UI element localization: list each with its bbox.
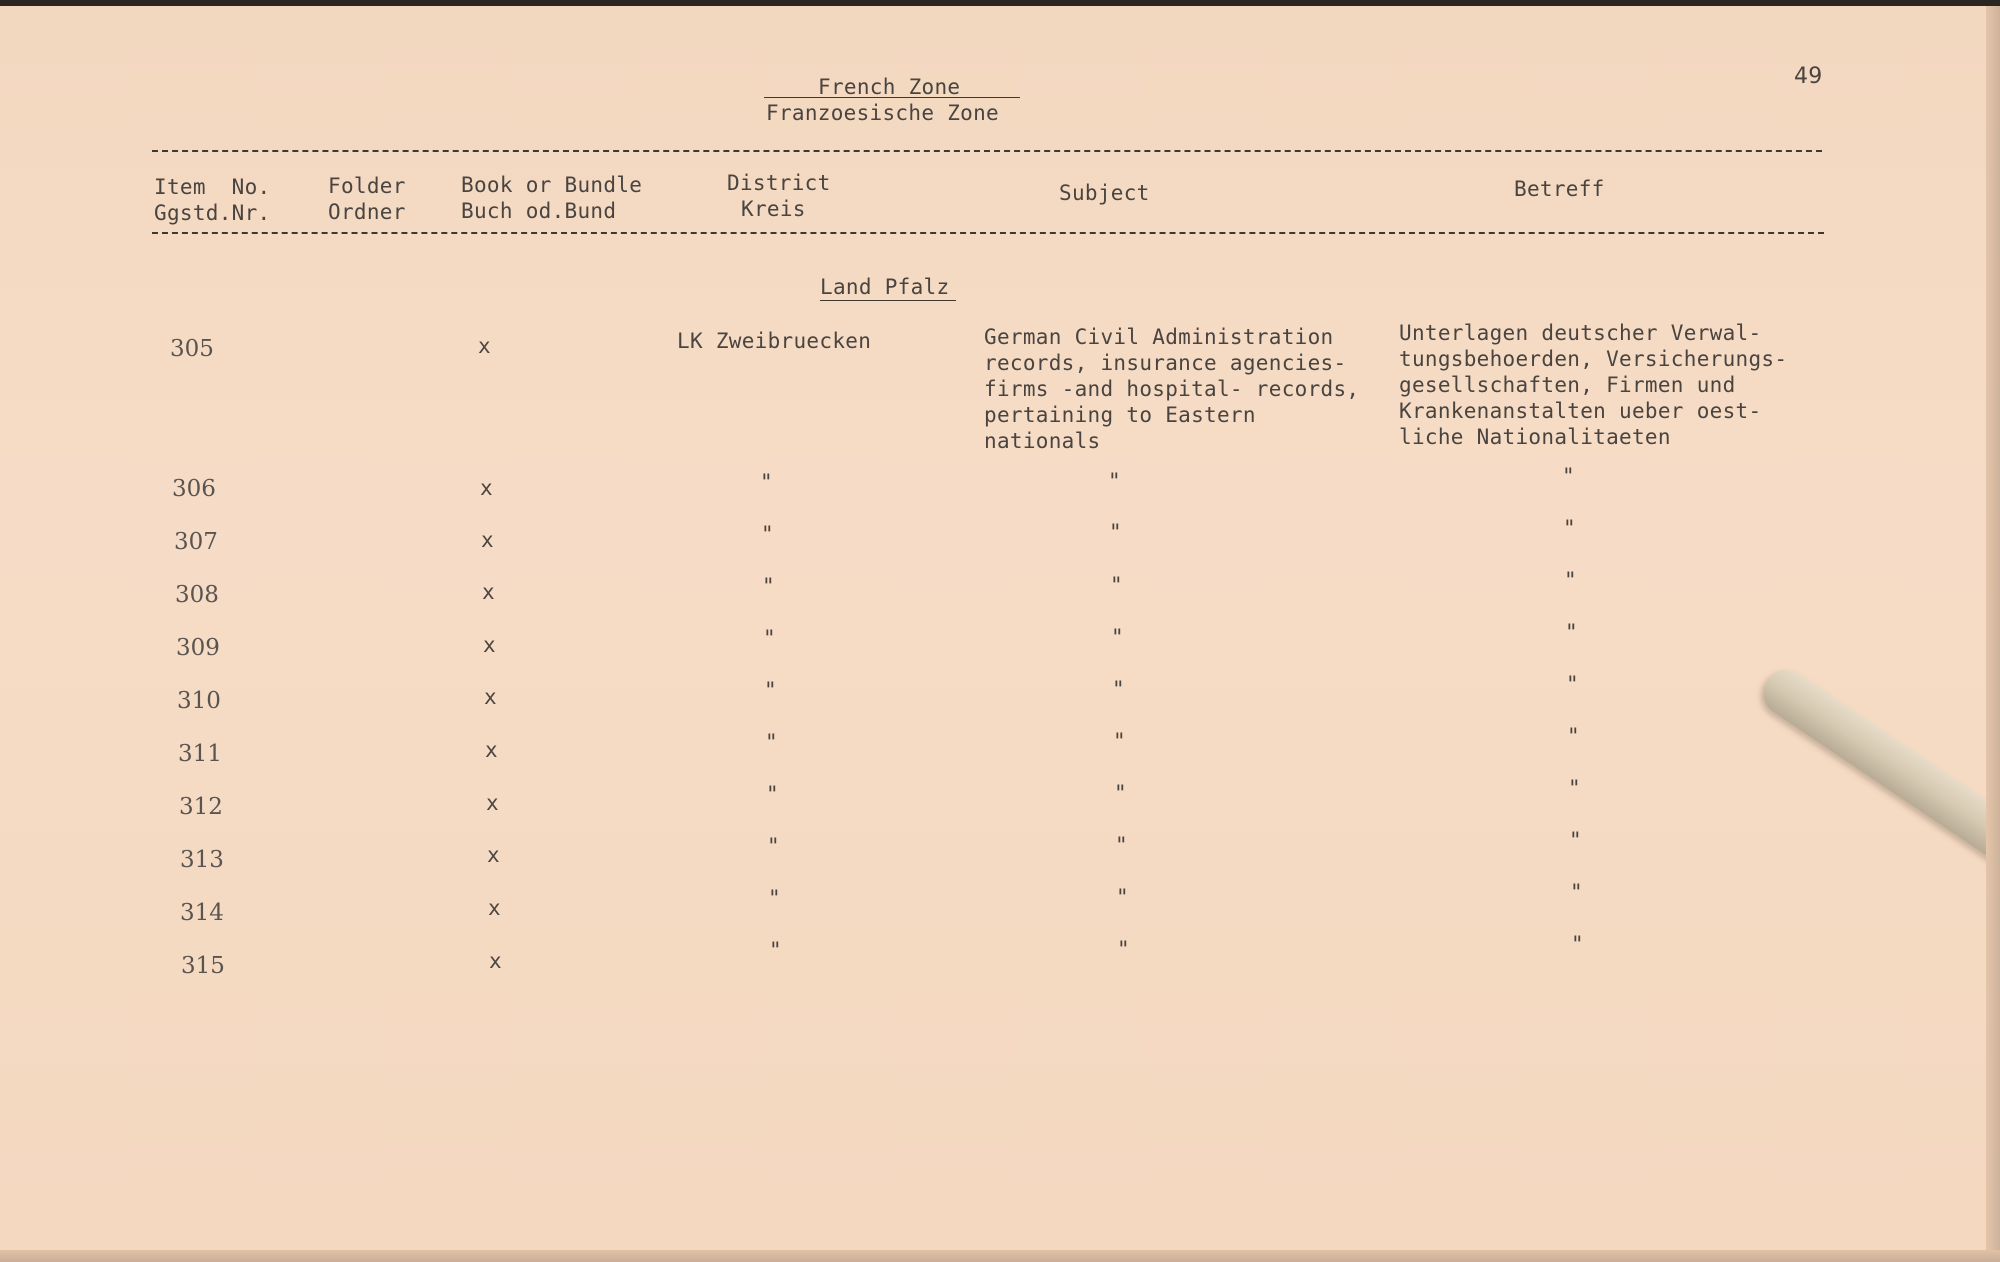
column-header-item-de: Ggstd.Nr.	[154, 201, 271, 225]
subject-ditto: "	[1113, 729, 1126, 753]
header-top-rule	[152, 150, 1822, 152]
zone-title-underline	[764, 97, 1020, 98]
subject-ditto: "	[1110, 573, 1123, 597]
subject-ditto: "	[1108, 469, 1121, 493]
subject-ditto: "	[1117, 937, 1130, 961]
book-mark: x	[487, 843, 500, 867]
district-ditto: "	[768, 886, 781, 910]
betreff-ditto: "	[1571, 932, 1584, 956]
subject-ditto: "	[1111, 625, 1124, 649]
page-edge-bottom	[0, 1250, 2000, 1262]
item-number: 314	[180, 900, 224, 926]
district-ditto: "	[767, 834, 780, 858]
book-mark: x	[483, 633, 496, 657]
pen-tip	[1754, 661, 2000, 861]
betreff-ditto: "	[1565, 620, 1578, 644]
item-number: 305	[170, 336, 214, 362]
subject-line: pertaining to Eastern	[984, 403, 1256, 427]
book-mark: x	[486, 791, 499, 815]
column-header-item-en: Item No.	[154, 175, 271, 199]
betreff-ditto: "	[1567, 724, 1580, 748]
column-header-book-en: Book or Bundle	[461, 173, 643, 197]
betreff-line: Unterlagen deutscher Verwal-	[1399, 321, 1762, 345]
section-heading: Land Pfalz	[820, 275, 950, 299]
item-number: 313	[180, 847, 224, 873]
item-number: 308	[175, 582, 219, 608]
betreff-ditto: "	[1564, 568, 1577, 592]
column-header-betreff: Betreff	[1514, 177, 1605, 201]
betreff-ditto: "	[1568, 776, 1581, 800]
book-mark: x	[485, 738, 498, 762]
subject-ditto: "	[1112, 677, 1125, 701]
header-bottom-rule	[152, 232, 1824, 234]
book-mark: x	[481, 528, 494, 552]
subject-line: firms -and hospital- records,	[984, 377, 1360, 401]
zone-subtitle: Franzoesische Zone	[766, 101, 999, 125]
subject-line: records, insurance agencies-	[984, 351, 1347, 375]
subject-ditto: "	[1115, 833, 1128, 857]
page-number: 49	[1794, 64, 1823, 89]
betreff-ditto: "	[1563, 516, 1576, 540]
book-mark: x	[480, 476, 493, 500]
subject-line: nationals	[984, 429, 1101, 453]
subject-ditto: "	[1116, 885, 1129, 909]
book-mark: x	[488, 896, 501, 920]
section-heading-underline	[820, 300, 956, 301]
betreff-line: Krankenanstalten ueber oest-	[1399, 399, 1762, 423]
district-ditto: "	[761, 522, 774, 546]
betreff-line: gesellschaften, Firmen und	[1399, 373, 1736, 397]
subject-line: German Civil Administration	[984, 325, 1334, 349]
column-header-folder-en: Folder	[328, 174, 406, 198]
betreff-ditto: "	[1570, 880, 1583, 904]
betreff-line: tungsbehoerden, Versicherungs-	[1399, 347, 1788, 371]
item-number: 307	[174, 529, 218, 555]
page-edge-right	[1986, 6, 2000, 1262]
subject-ditto: "	[1114, 781, 1127, 805]
district-ditto: "	[765, 730, 778, 754]
district-ditto: "	[764, 678, 777, 702]
book-mark: x	[482, 580, 495, 604]
book-mark: x	[478, 334, 491, 358]
column-header-book-de: Buch od.Bund	[461, 199, 617, 223]
district-cell: LK Zweibruecken	[677, 329, 872, 353]
document-page	[0, 6, 2000, 1262]
book-mark: x	[484, 685, 497, 709]
betreff-ditto: "	[1569, 828, 1582, 852]
column-header-district-en: District	[727, 171, 831, 195]
item-number: 312	[179, 794, 223, 820]
district-ditto: "	[766, 782, 779, 806]
district-ditto: "	[762, 574, 775, 598]
book-mark: x	[489, 949, 502, 973]
betreff-ditto: "	[1566, 672, 1579, 696]
zone-title: French Zone	[818, 75, 961, 99]
item-number: 309	[176, 635, 220, 661]
district-ditto: "	[763, 626, 776, 650]
item-number: 315	[181, 953, 225, 979]
item-number: 310	[177, 688, 221, 714]
item-number: 306	[172, 476, 216, 502]
district-ditto: "	[769, 938, 782, 962]
column-header-district-de: Kreis	[741, 197, 806, 221]
betreff-ditto: "	[1562, 464, 1575, 488]
district-ditto: "	[760, 470, 773, 494]
column-header-subject: Subject	[1059, 181, 1150, 205]
column-header-folder-de: Ordner	[328, 200, 406, 224]
subject-ditto: "	[1109, 520, 1122, 544]
item-number: 311	[178, 741, 222, 767]
betreff-line: liche Nationalitaeten	[1399, 425, 1671, 449]
